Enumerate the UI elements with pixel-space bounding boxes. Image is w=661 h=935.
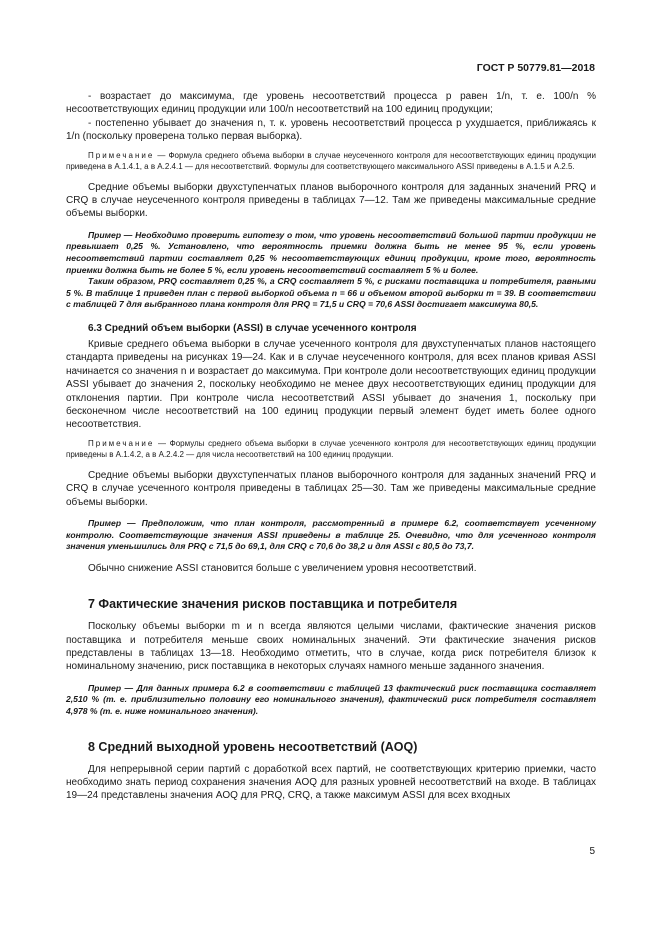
paragraph-bullet-1: - возрастает до максимума, где уровень несоответствий процесса p равен 1/n, т. е. 100/n % несоответствующих единиц продукции или 100/n несоответствий на 100 единиц продукции; (66, 91, 596, 116)
page-number: 5 (589, 846, 595, 857)
note-label: Примечание (88, 438, 155, 448)
example-1-part-b: Таким образом, PRQ составляет 0,25 %, а CRQ составляет 5 %, с рисками поставщика и потребителя, равными 5 %. В таблице 1 приведен план с первой выборкой объема n = 66 и объемом второй выборки m = 39. В соответствии с таблицей 7 для выбранного плана контроля для PRQ = 71,5 и CRQ = 70,6 ASSI достигает максимума 80,5. (66, 276, 596, 310)
page-body (66, 90, 596, 803)
paragraph-actual-risks: Поскольку объемы выборки m и n всегда являются целыми числами, фактические значения рисков поставщика и потребителя меньше своих номинальных значений. Эти фактические значения рисков представлены в таблицах 13—18. Необходимо отметить, что в случае, когда риск потребителя близок к номинальному значению, риск поставщика в некоторых случаях намного меньше заданного значения. (66, 621, 596, 673)
paragraph-assi-reduction: Обычно снижение ASSI становится больше с увеличением уровня несоответствий. (88, 562, 477, 574)
document-header: ГОСТ Р 50779.81—2018 (476, 62, 595, 74)
example-1-part-a: Пример — Необходимо проверить гипотезу о том, что уровень несоответствий большой партии продукции не превышает 0,25 %. Установлено, что вероятность приемки должна быть не менее 95 %, если уровень несоответствий партии составляет 0,25 % несоответствующих единиц продукции, кроме того, вероятность приемки должна быть не более 5 %, если уровень несоответствий составляет 5 % и более. (66, 229, 596, 275)
example-3: Пример — Для данных примера 6.2 в соответствии с таблицей 13 фактический риск поставщика составляет 2,510 % (т. е. приблизительно половину его номинального значения), фактический риск потребителя составляет 4,978 % (т. е. ниже номинального значения). (66, 682, 596, 717)
paragraph-tables-7-12: Средние объемы выборки двухступенчатых планов выборочного контроля для заданных значений PRQ и CRQ в случае неусеченного контроля приведены в таблицах 7—12. Там же приведены максимальные средние объемы выборки. (66, 181, 596, 220)
note-label: Примечание (88, 150, 155, 160)
paragraph-aoq: Для непрерывной серии партий с доработкой всех партий, не соответствующих критерию приемки, часто необходимо знать период сохранения значения AOQ для разных уровней несоответствий на входе. В таблицах 19—24 представлены значения AOQ для PRQ, CRQ, а также максимум ASSI для всех входных (66, 763, 596, 802)
section-7-heading: 7 Фактические значения рисков поставщика и потребителя (88, 597, 458, 612)
example-2: Пример — Предположим, что план контроля, рассмотренный в примере 6.2, соответствует усеченному контролю. Соответствующие значения ASSI приведены в таблице 25. Очевидно, что для усеченного контроля значения уменьшились для PRQ с 71,5 до 69,1, для CRQ с 70,6 до 38,2 и для ASSI с 80,5 до 73,7. (66, 518, 596, 552)
paragraph-bullet-2: - постепенно убывает до значения n, т. к. уровень несоответствий процесса p ухудшается, приближаясь к 1/n (поскольку проверена только первая выборка). (66, 117, 596, 143)
paragraph-tables-25-30: Средние объемы выборки двухступенчатых планов выборочного контроля для заданных значений PRQ и CRQ в случае усеченного контроля приведены в таблицах 25—30. Там же приведены максимальные средние объемы выборки. (66, 469, 596, 508)
note-1 (66, 150, 596, 172)
section-6-3-heading: 6.3 Средний объем выборки (ASSI) в случае усеченного контроля (88, 323, 417, 334)
note-text: — Формула среднего объема выборки в случае неусеченного контроля для несоответствующих единиц продукции приведена в А.1.4.1, а в А.2.4.1 — для несоответствий. Формулы для соответствующего максимального ASSI приведены в А.1.5 и А.2.5. (66, 150, 596, 171)
note-text: — Формулы среднего объема выборки в случае усеченного контроля для несоответствующих единиц продукции приведены в А.1.4.2, а в А.2.4.2 — для числа несоответствий на 100 единиц продукции. (66, 438, 596, 459)
paragraph-curtailed-curves: Кривые среднего объема выборки в случае усеченного контроля для двухступенчатых планов настоящего стандарта приведены на рисунках 19—24. Как и в случае неусеченного контроля, для всех планов кривая ASSI начинается со значения n и возрастает до максимума. При контроле доли несоответствующих единиц продукции ASSI убывает до значения 2, поскольку необходимо не менее двух несоответствующих единиц продукции для отклонения партии. При контроле числа несоответствий ASSI убывает до значения 1, поскольку при бесконечном числе несоответствий на 100 единиц продукции первый элемент будет иметь более одного несоответствия. (66, 339, 596, 431)
section-8-heading: 8 Средний выходной уровень несоответствий (AOQ) (88, 739, 418, 754)
note-2 (66, 438, 596, 460)
